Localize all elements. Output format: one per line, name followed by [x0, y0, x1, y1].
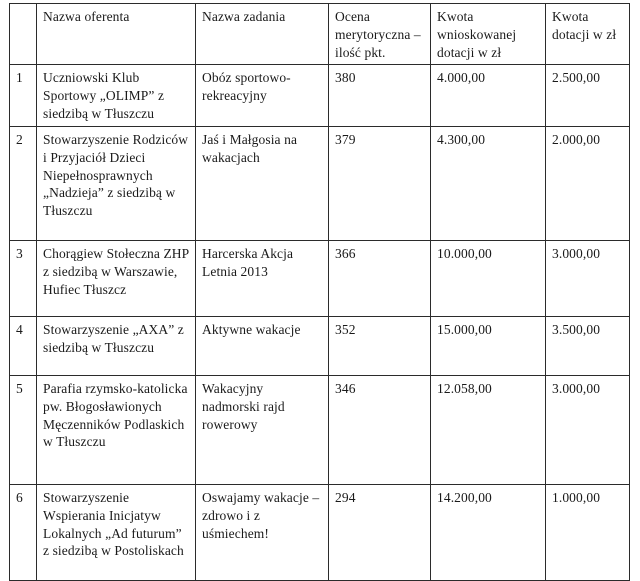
table-row	[10, 126, 630, 240]
cell-grant-amount: 3.000,00	[546, 240, 630, 316]
cell-request-amount: 15.000,00	[431, 316, 546, 375]
row-number: 6	[10, 484, 37, 580]
header-row	[10, 4, 630, 65]
column-header-task: Nazwa zadania	[196, 4, 329, 65]
table-row	[10, 316, 630, 375]
cell-score: 366	[329, 240, 431, 316]
cell-task: Harcerska Akcja Letnia 2013	[196, 240, 329, 316]
row-number: 1	[10, 65, 37, 126]
column-header-grant: Kwota dotacji w zł	[546, 4, 630, 65]
cell-request-amount: 4.300,00	[431, 126, 546, 240]
table-row	[10, 375, 630, 484]
cell-task: Wakacyjny nadmorski rajd rowerowy	[196, 375, 329, 484]
column-header-lp	[10, 4, 37, 65]
row-number: 5	[10, 375, 37, 484]
cell-offerer: Stowarzyszenie Wspierania Inicjatyw Lokalnych „Ad futurum” z siedzibą w Postoliskach	[37, 484, 196, 580]
cell-request-amount: 10.000,00	[431, 240, 546, 316]
cell-request-amount: 4.000,00	[431, 65, 546, 126]
cell-request-amount: 14.200,00	[431, 484, 546, 580]
column-header-score: Ocena merytoryczna – ilość pkt.	[329, 4, 431, 65]
cell-task: Jaś i Małgosia na wakacjach	[196, 126, 329, 240]
column-header-request: Kwota wnioskowanej dotacji w zł	[431, 4, 546, 65]
cell-request-amount: 12.058,00	[431, 375, 546, 484]
table-body	[10, 65, 630, 580]
table-header	[10, 4, 630, 65]
cell-offerer: Uczniowski Klub Sportowy „OLIMP” z siedzibą w Tłuszczu	[37, 65, 196, 126]
table-row	[10, 65, 630, 126]
cell-offerer: Parafia rzymsko-katolicka pw. Błogosławionych Męczenników Podlaskich w Tłuszczu	[37, 375, 196, 484]
table-row	[10, 240, 630, 316]
cell-offerer: Stowarzyszenie „AXA” z siedzibą w Tłuszczu	[37, 316, 196, 375]
cell-score: 352	[329, 316, 431, 375]
cell-score: 346	[329, 375, 431, 484]
row-number: 2	[10, 126, 37, 240]
cell-grant-amount: 2.000,00	[546, 126, 630, 240]
cell-score: 294	[329, 484, 431, 580]
cell-task: Aktywne wakacje	[196, 316, 329, 375]
column-header-offerer: Nazwa oferenta	[37, 4, 196, 65]
table-row	[10, 484, 630, 580]
cell-task: Oswajamy wakacje – zdrowo i z uśmiechem!	[196, 484, 329, 580]
cell-grant-amount: 1.000,00	[546, 484, 630, 580]
row-number: 3	[10, 240, 37, 316]
cell-grant-amount: 3.000,00	[546, 375, 630, 484]
cell-task: Obóz sportowo-rekreacyjny	[196, 65, 329, 126]
cell-score: 380	[329, 65, 431, 126]
row-number: 4	[10, 316, 37, 375]
cell-grant-amount: 3.500,00	[546, 316, 630, 375]
cell-grant-amount: 2.500,00	[546, 65, 630, 126]
grant-offers-table	[9, 3, 630, 581]
cell-score: 379	[329, 126, 431, 240]
cell-offerer: Chorągiew Stołeczna ZHP z siedzibą w Warszawie, Hufiec Tłuszcz	[37, 240, 196, 316]
cell-offerer: Stowarzyszenie Rodziców i Przyjaciół Dzieci Niepełnosprawnych „Nadzieja” z siedzibą w Tłuszczu	[37, 126, 196, 240]
